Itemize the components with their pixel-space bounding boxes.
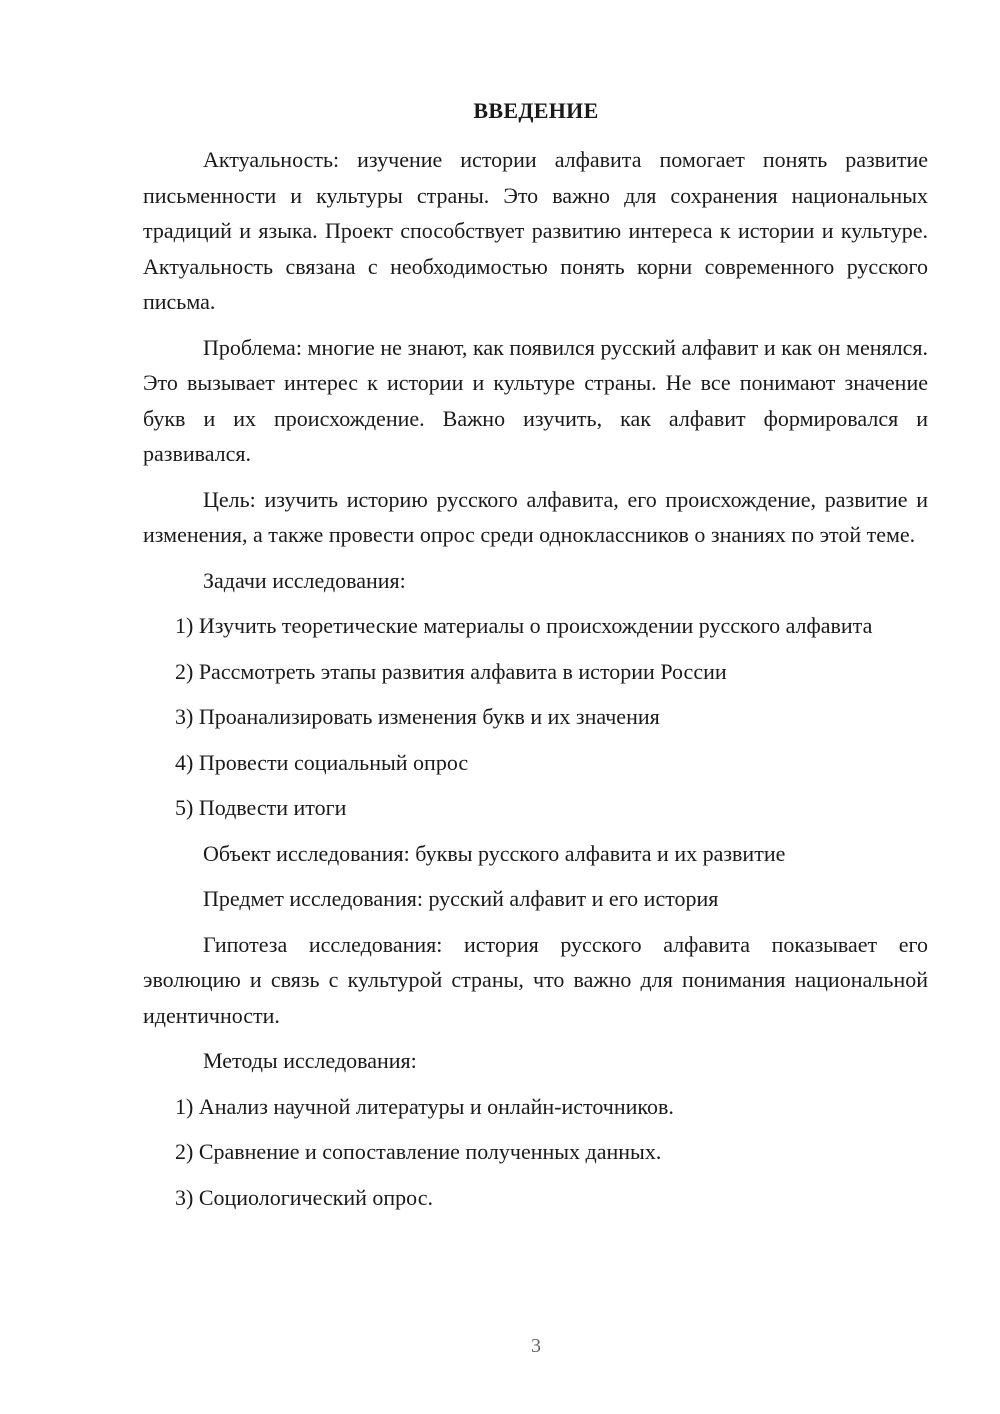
problem-paragraph: Проблема: многие не знают, как появился русский алфавит и как он менялся. Это вызывает интерес к истории и культуре страны. Не все понимают значение букв и их происхождение. Важно изучить, как алфавит формировался и развивался. xyxy=(143,334,928,466)
methods-heading: Методы исследования: xyxy=(203,1048,417,1073)
relevance-paragraph: Актуальность: изучение истории алфавита помогает понять развитие письменности и культуры страны. Это важно для сохранения национальных традиций и языка. Проект способствует развитию интереса к истории и культуре. Актуальность связана с необходимостью понять корни современного русского письма. xyxy=(143,147,928,314)
goal-paragraph: Цель: изучить историю русского алфавита, его происхождение, развитие и изменения, а также провести опрос среди одноклассников о знаниях по этой теме. xyxy=(143,486,928,547)
method-item-1: 1) Анализ научной литературы и онлайн-источников. xyxy=(175,1093,674,1119)
section-title: ВВЕДЕНИЕ xyxy=(473,98,599,123)
task-item-1: 1) Изучить теоретические материалы о происхождении русского алфавита xyxy=(175,613,873,638)
task-item-3: 3) Проанализировать изменения букв и их значения xyxy=(175,704,660,729)
task-item-5: 5) Подвести итоги xyxy=(175,795,347,820)
task-item-2: 2) Рассмотреть этапы развития алфавита в истории России xyxy=(175,658,727,684)
method-item-3: 3) Социологический опрос. xyxy=(175,1184,433,1210)
subject-paragraph: Предмет исследования: русский алфавит и его история xyxy=(203,886,719,911)
hypothesis-paragraph: Гипотеза исследования: история русского алфавита показывает его эволюцию и связь с культурой страны, что важно для понимания национальной идентичности. xyxy=(143,931,928,1028)
tasks-heading: Задачи исследования: xyxy=(203,567,406,593)
method-item-2: 2) Сравнение и сопоставление полученных данных. xyxy=(175,1139,662,1164)
page-number: 3 xyxy=(531,1335,541,1357)
task-item-4: 4) Провести социальный опрос xyxy=(175,749,469,775)
document-body xyxy=(143,142,928,1225)
object-paragraph: Объект исследования: буквы русского алфавита и их развитие xyxy=(203,840,786,866)
